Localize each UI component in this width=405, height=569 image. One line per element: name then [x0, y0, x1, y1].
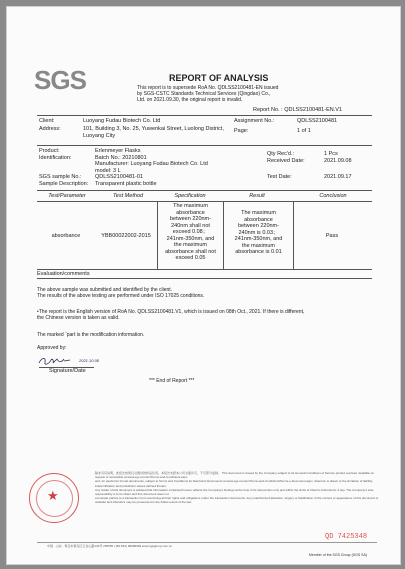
client-label: Client:	[39, 118, 55, 124]
end-of-report: *** End of Report ***	[149, 378, 195, 384]
batch-value: Batch No.: 20210801	[95, 154, 147, 161]
result-line: absorbance	[244, 216, 273, 223]
issuer-line: by SGS-CSTC Standards Technical Services (Qingdao) Co.,	[137, 91, 271, 98]
terms-block	[95, 471, 380, 505]
version-line: •The report is the English version of RoA No. QDLSS2100481.V1, which is issued on 08th Oct., 2021. If there is different,	[37, 309, 305, 315]
serial-digits: 7425348	[337, 533, 368, 541]
spec-line: 240nm shall not	[171, 222, 210, 229]
product-block	[39, 148, 369, 190]
col-header-result: Result	[249, 193, 265, 199]
sample-no-label: SGS sample No.:	[39, 174, 82, 180]
table-header-border	[37, 201, 372, 202]
address-value: 101, Building 3, No. 25, Yuwenkai Street, Luolong District, Luoyang City	[83, 126, 224, 139]
spec-line: 241nm-350nm, and	[166, 235, 215, 242]
date-line: Ltd. on 2021.09.30, the original report is invalid.	[137, 97, 243, 104]
company-seal-stamp	[29, 473, 79, 523]
page-value: 1 of 1	[297, 128, 311, 134]
cell-result	[224, 210, 293, 256]
manufacturer-value: Manufacturer: Luoyang Fudau Biotech Co. Ltd	[95, 161, 208, 167]
report-no	[253, 107, 342, 114]
report-no-label: Report No. :	[253, 107, 283, 113]
version-note	[37, 309, 382, 321]
received-value: 2021.09.08	[324, 158, 352, 164]
product-label: Product:	[39, 148, 60, 154]
test-date-value: 2021.09.17	[324, 174, 352, 180]
qty-label: Qty Rec'd.:	[267, 151, 295, 157]
office-address: 中国 · 山东 · 青岛市黄岛区五台山路143号 266555 t (86-532) 68999999 www.sgsgroup.com.cn	[47, 544, 173, 548]
terms-line: 除非另有说明，此报告结果仅对测试的样品负责。本报告未经本公司书面许可，不可部分复制。 This document is issued by the Company subject to its General Conditions of Service printed overleaf, available on request or accessible at www.sgs.com/en/Terms-and-Conditions.aspx	[95, 471, 375, 480]
terms-line: and, for electronic format documents, subject to Terms and Conditions for Electronic Documents at www.sgs.com/en/Terms-and-Conditions/Terms-e-Document.aspx. Attention is drawn to the limitation of liability, indemnification and jurisdiction issues defined therein.	[95, 479, 373, 488]
version-line: the Chinese version is taken as valid.	[37, 315, 120, 322]
spec-line: the maximum	[173, 242, 207, 248]
result-line: absorbance is 0.01	[235, 249, 282, 255]
client-value: Luoyang Fudau Biotech Co. Ltd	[83, 118, 161, 124]
spec-line: absorbance	[176, 209, 205, 216]
member-note: Member of the SGS Group (SGS SA)	[309, 553, 367, 557]
terms-line: Any holder of this document is advised that information contained hereon reflects the Company's findings at the time of its intervention only and within the limits of Client's instructions, if any. The Company's sole responsibility is to its Client and this document does not	[95, 487, 374, 497]
divider	[37, 145, 372, 146]
serial-number	[325, 533, 367, 541]
report-no-value: QDLSS2100481-EN.V1	[284, 107, 342, 113]
product-value: Erlenmeyer Flasks	[95, 148, 141, 154]
spec-line: exceed 0.08；	[172, 229, 209, 235]
sample-no-value: QDLSS2100481-01	[95, 174, 144, 180]
evaluation-text	[37, 287, 377, 299]
signature-date: 2021.10.08	[79, 358, 100, 363]
header-notice	[137, 85, 377, 104]
terms-line: exonerate parties to a transaction from exercising all their rights and obligations under the transaction documents. Any unauthorized alteration, forgery or falsification of the content or appearance of this document is unlawful and offenders may be prosecuted to the fullest extent of the law.	[95, 496, 379, 505]
spec-line: exceed 0.05	[175, 255, 206, 261]
modification-note: The marked ˆpart is the modification information.	[37, 332, 145, 338]
evaluation-line: The results of the above testing are performed under ISO 17025 conditions.	[37, 293, 205, 300]
cell-specification	[158, 203, 223, 262]
spec-line: between 220nm-	[170, 216, 211, 222]
spec-line: absorbance shall not	[165, 248, 216, 255]
divider	[37, 278, 372, 279]
col-header-method: Test Method	[112, 193, 144, 199]
result-line: 241nm-350nm, and	[234, 236, 283, 242]
result-line: the maximum	[241, 242, 275, 249]
report-page	[6, 6, 401, 565]
evaluation-line: The above sample was submitted and identified by the client.	[37, 287, 173, 293]
sample-desc-value: Transparent plastic bottle	[95, 180, 157, 187]
received-label: Received Date:	[267, 158, 305, 164]
spec-line: The maximum	[173, 203, 208, 209]
client-block	[39, 118, 369, 144]
cell-conclusion: Pass	[325, 233, 339, 239]
test-date-label: Test Date:	[267, 174, 292, 180]
result-line: The maximum	[241, 210, 276, 216]
qty-value: 1 Pcs	[324, 151, 338, 157]
table-bottom-border	[37, 269, 372, 270]
assignment-label: Assignment No.:	[234, 118, 275, 124]
cell-method: YBB00022002-2015	[101, 233, 151, 239]
col-header-specification: Specification	[174, 193, 206, 199]
model-value: model: 3 L	[95, 167, 121, 174]
report-title: REPORT OF ANALYSIS	[169, 73, 269, 83]
sgs-logo: SGS	[34, 65, 86, 95]
identification-label: Identification:	[39, 154, 72, 161]
page-label: Page:	[234, 128, 249, 134]
divider	[37, 115, 372, 116]
sample-desc-label: Sample Description:	[39, 180, 89, 187]
footer-divider	[37, 542, 377, 543]
serial-prefix: QD	[325, 533, 334, 541]
star-icon: ★	[47, 488, 59, 503]
supersede-line: This report is to supersede RoA No. QDLSS2100481-EN issued	[137, 85, 279, 91]
cell-parameter: absorbance	[51, 233, 81, 239]
result-line: between 220nm-	[238, 223, 279, 229]
approved-by-label: Approved by:	[37, 345, 67, 351]
result-line: 240nm is 0.03；	[238, 229, 279, 236]
assignment-value: QDLSS2100481	[297, 118, 338, 124]
col-header-parameter: Test/Parameter	[48, 193, 86, 199]
col-header-conclusion: Conclusion	[319, 193, 347, 199]
signature-date-label: Signature/Date	[49, 368, 86, 374]
address-label: Address:	[39, 126, 61, 132]
table-top-border	[37, 190, 372, 191]
evaluation-heading: Evaluation/comments	[37, 271, 90, 277]
